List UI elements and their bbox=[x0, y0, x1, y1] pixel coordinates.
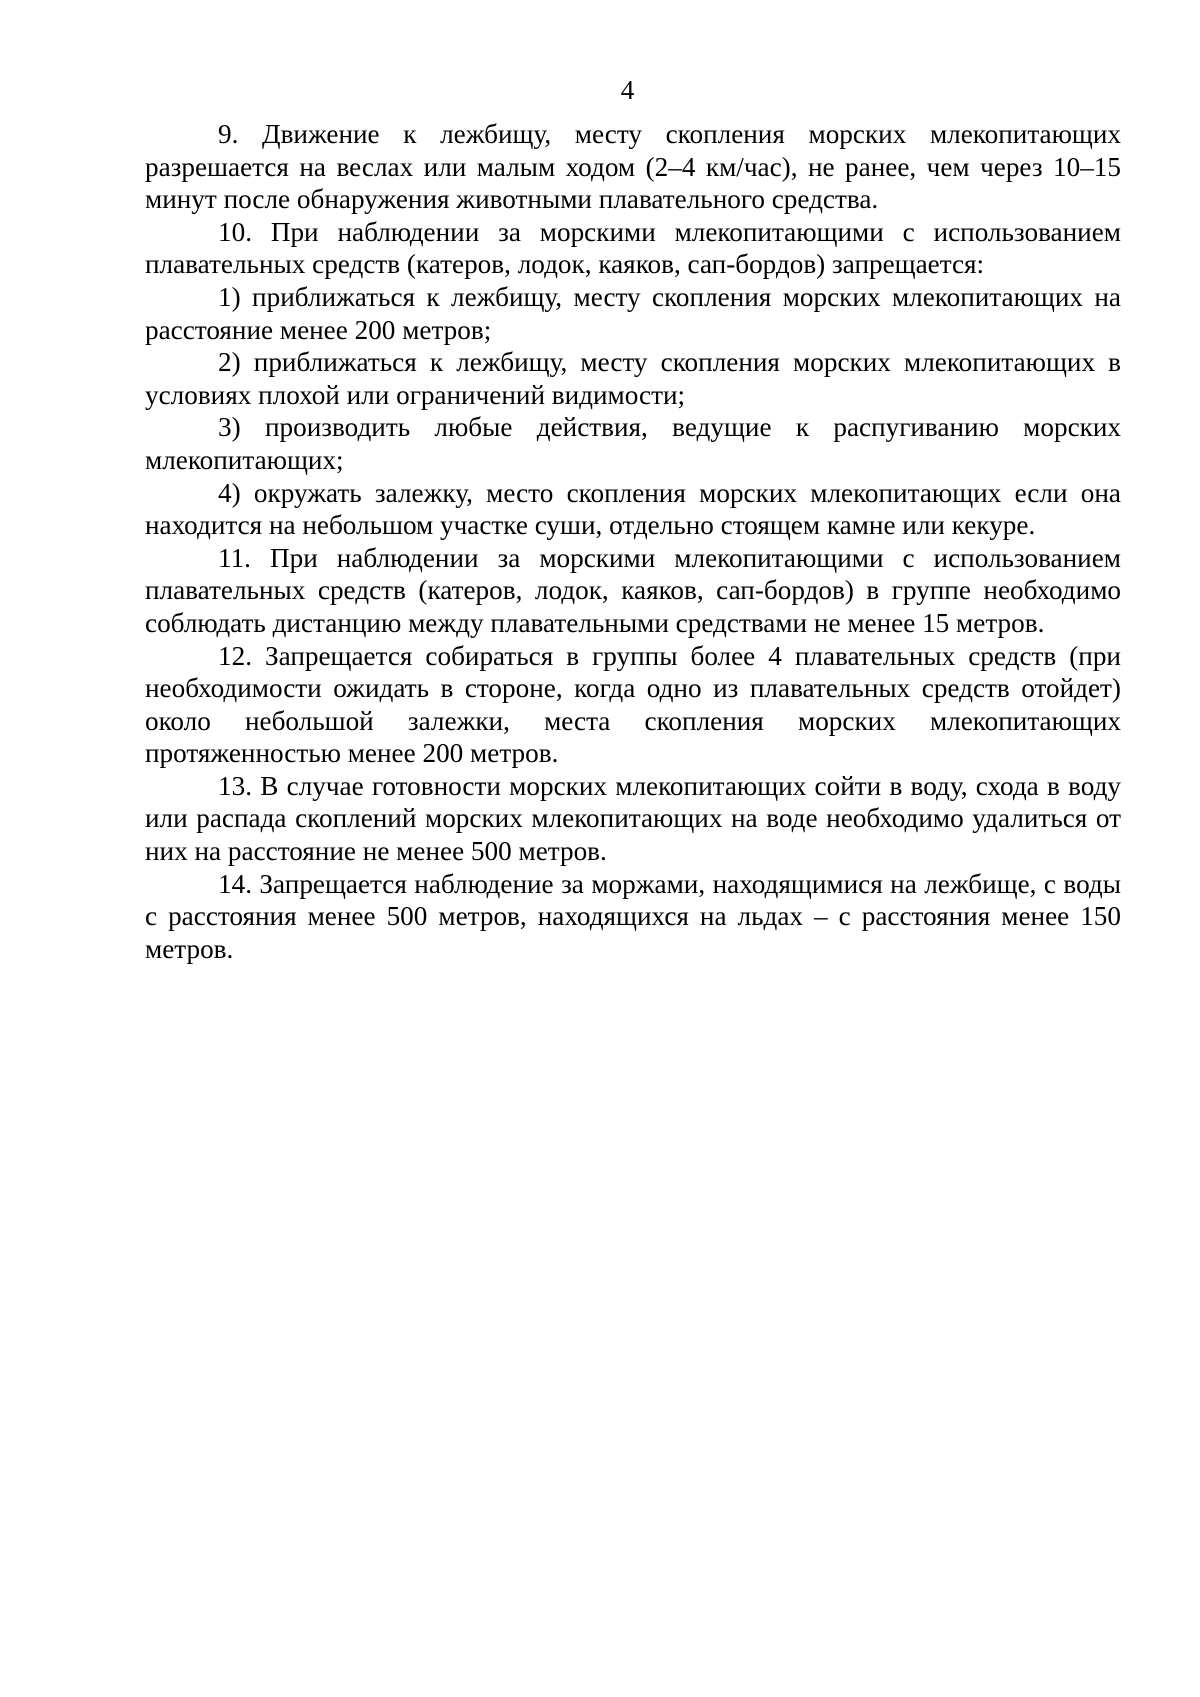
paragraph-item-9: 9. Движение к лежбищу, месту скопления морских млекопитающих разрешается на веслах или малым ходом (2–4 км/час), не ранее, чем через 10–15 минут после обнаружения животными плавательного средства. bbox=[145, 119, 1121, 215]
paragraph-item-11: 11. При наблюдении за морскими млекопитающими с использованием плавательных средств (катеров, лодок, каяков, сап-бордов) в группе необходимо соблюдать дистанцию между плавательными средствами не менее 15 метров. bbox=[145, 542, 1121, 638]
subparagraph-item-3: 3) производить любые действия, ведущие к распугиванию морских млекопитающих; bbox=[145, 412, 1121, 475]
subparagraph-item-1: 1) приближаться к лежбищу, месту скопления морских млекопитающих на расстояние менее 200 метров; bbox=[145, 281, 1121, 345]
paragraph-item-14: 14. Запрещается наблюдение за моржами, находящимися на лежбище, с воды с расстояния менее 500 метров, находящихся на льдах – с расстояния менее 150 метров. bbox=[145, 868, 1121, 964]
subparagraph-item-2: 2) приближаться к лежбищу, месту скопления морских млекопитающих в условиях плохой или ограничений видимости; bbox=[145, 347, 1121, 410]
page-number: 4 bbox=[620, 75, 635, 105]
subparagraph-item-4: 4) окружать залежку, место скопления морских млекопитающих если она находится на небольшом участке суши, отдельно стоящем камне или кекуре. bbox=[145, 477, 1121, 541]
paragraph-item-13: 13. В случае готовности морских млекопитающих сойти в воду, схода в воду или распада скоплений морских млекопитающих на воде необходимо удалиться от них на расстояние не менее 500 метров. bbox=[145, 770, 1121, 867]
paragraph-item-12: 12. Запрещается собираться в группы более 4 плавательных средств (при необходимости ожидать в стороне, когда одно из плавательных средств отойдет) около небольшой залежки, места скопления морских млекопитающих протяженностью менее 200 метров. bbox=[145, 640, 1121, 769]
document-body bbox=[145, 118, 1121, 965]
paragraph-item-10: 10. При наблюдении за морскими млекопитающими с использованием плавательных средств (катеров, лодок, каяков, сап-бордов) запрещается: bbox=[145, 216, 1121, 280]
